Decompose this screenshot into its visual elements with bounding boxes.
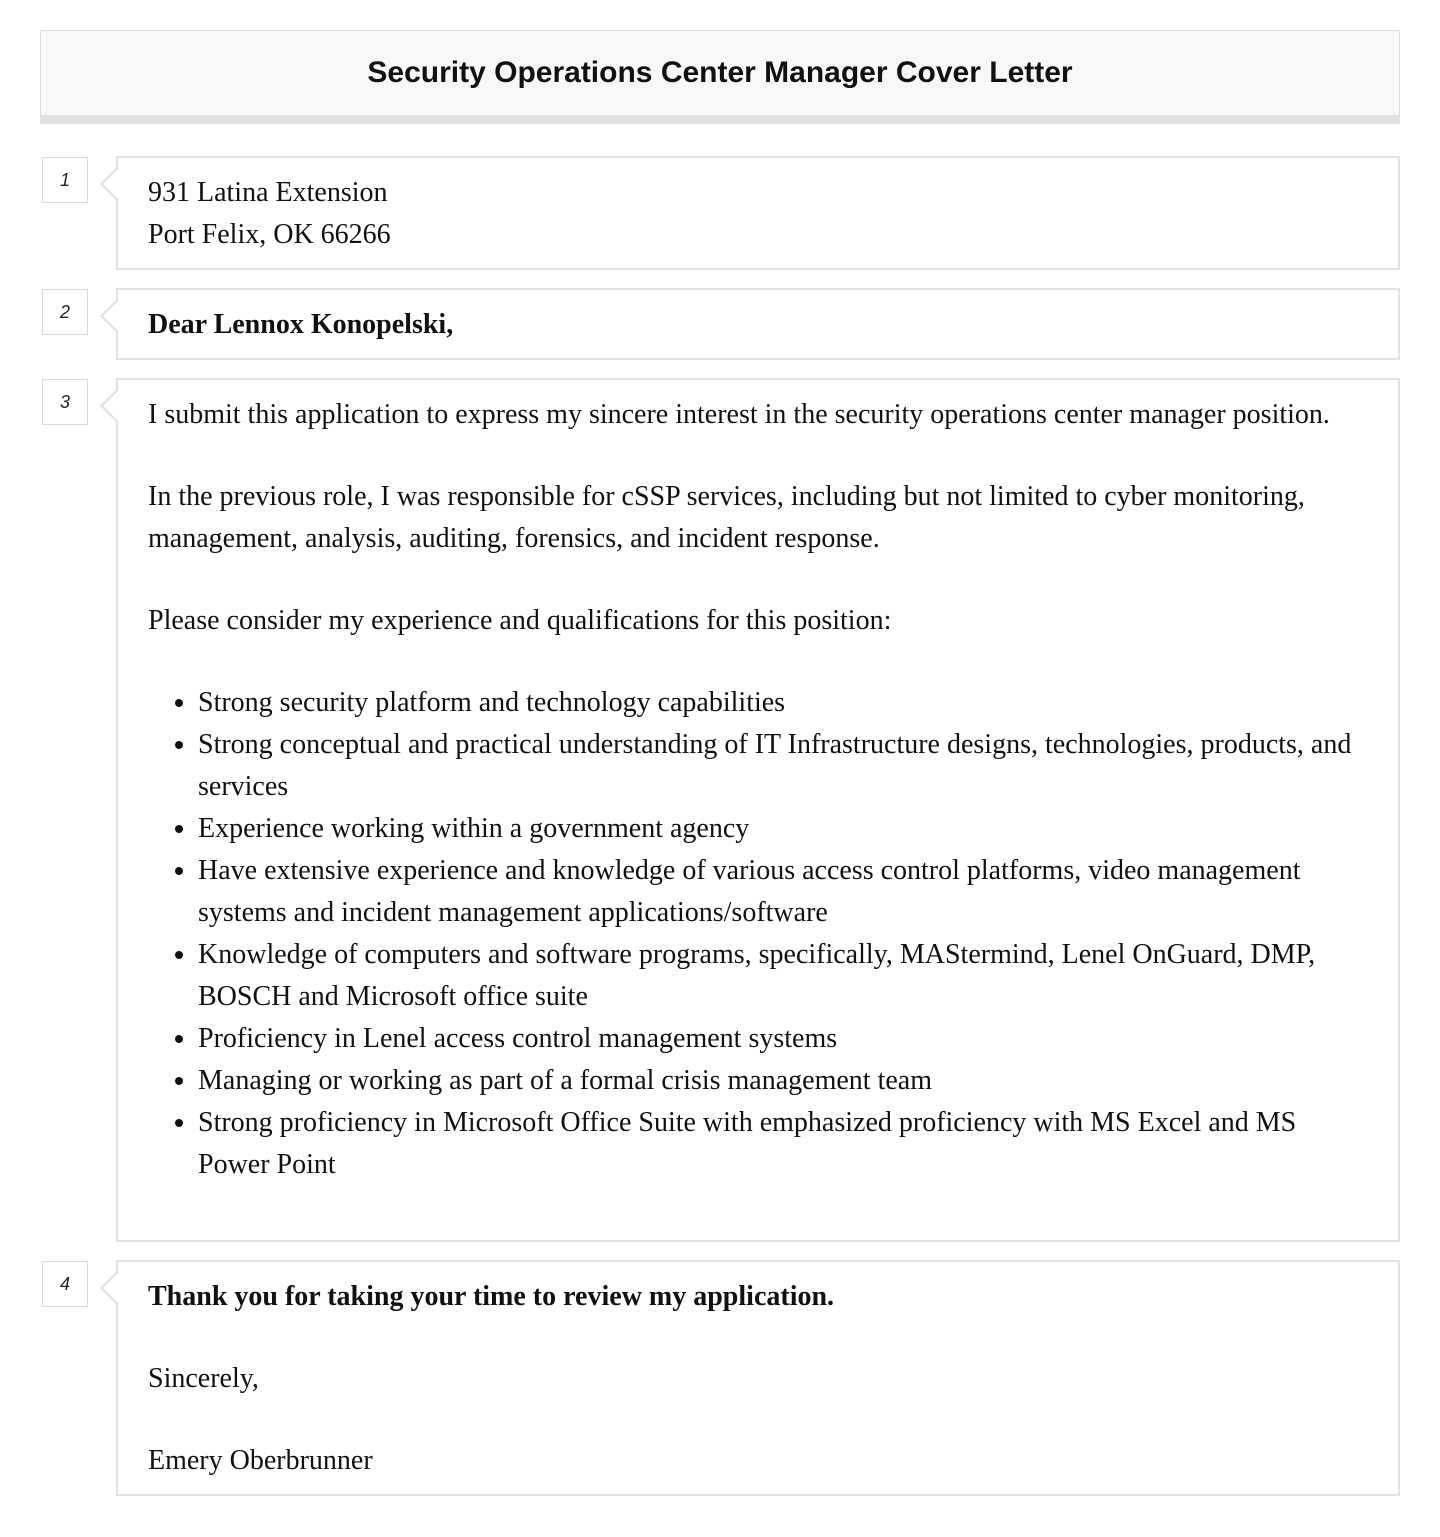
greeting-box — [116, 288, 1400, 360]
body-box — [116, 378, 1400, 1242]
section-number: 1 — [42, 157, 88, 203]
section-number: 2 — [42, 289, 88, 335]
list-item: • Proficiency in Lenel access control management systems — [198, 1018, 1368, 1060]
list-item: • Have extensive experience and knowledge of various access control platforms, video management systems and incident management applications/software — [198, 850, 1368, 934]
paragraph-spacer — [148, 1400, 1368, 1440]
list-item: • Knowledge of computers and software programs, specifically, MAStermind, Lenel OnGuard, DMP, BOSCH and Microsoft office suite — [198, 934, 1368, 1018]
letter-header — [40, 30, 1400, 115]
list-item: • Managing or working as part of a formal crisis management team — [198, 1060, 1368, 1102]
greeting: Dear Lennox Konopelski, — [148, 309, 454, 340]
paragraph-spacer — [148, 1318, 1368, 1358]
section-number: 3 — [42, 379, 88, 425]
list-item: • Strong conceptual and practical understanding of IT Infrastructure designs, technologies, products, and services — [198, 724, 1368, 808]
section-number: 4 — [42, 1261, 88, 1307]
thanks-line: Thank you for taking your time to review my application. — [148, 1281, 835, 1312]
paragraph-spacer — [148, 560, 1368, 600]
address-line-1: 931 Latina Extension — [148, 177, 388, 208]
list-item: • Strong security platform and technology capabilities — [198, 682, 1368, 724]
header-divider — [40, 115, 1400, 124]
signature-name: Emery Oberbrunner — [148, 1445, 373, 1476]
previous-role-paragraph: In the previous role, I was responsible for cSSP services, including but not limited to cyber monitoring, management, analysis, auditing, forensics, and incident response. — [148, 481, 1305, 554]
closing-box — [116, 1260, 1400, 1496]
address-line-2: Port Felix, OK 66266 — [148, 219, 391, 250]
closing-line: Sincerely, — [148, 1363, 259, 1394]
qualifications-list — [148, 682, 1368, 1186]
list-item: • Strong proficiency in Microsoft Office Suite with emphasized proficiency with MS Excel and MS Power Point — [198, 1102, 1368, 1186]
page-title: Security Operations Center Manager Cover Letter — [367, 56, 1073, 89]
list-item: • Experience working within a government agency — [198, 808, 1368, 850]
consider-paragraph: Please consider my experience and qualifications for this position: — [148, 605, 892, 636]
paragraph-spacer — [148, 642, 1368, 682]
address-box — [116, 156, 1400, 270]
paragraph-spacer — [148, 436, 1368, 476]
intro-paragraph: I submit this application to express my sincere interest in the security operations center manager position. — [148, 399, 1330, 430]
